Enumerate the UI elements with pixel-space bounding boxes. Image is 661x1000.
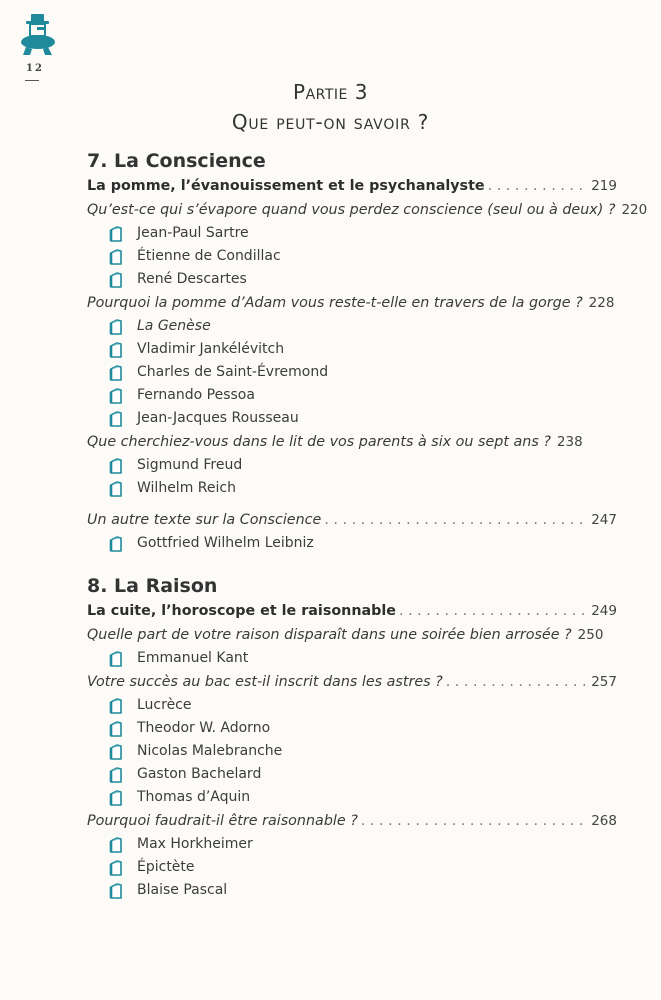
- author-item[interactable]: [109, 315, 617, 338]
- author-item[interactable]: [109, 407, 617, 430]
- page-ref: 228: [588, 295, 615, 311]
- chapter: [87, 148, 648, 555]
- toc-main-entry[interactable]: [87, 174, 617, 198]
- book-icon: [109, 536, 123, 552]
- author-name: Fernando Pessoa: [137, 387, 255, 403]
- chapter: [87, 573, 617, 902]
- author-list: [109, 694, 617, 809]
- chapter-title: 8. La Raison: [87, 575, 218, 597]
- author-name: Vladimir Jankélévitch: [137, 341, 285, 357]
- page-ref: 268: [591, 813, 617, 829]
- page-ref: 238: [556, 434, 583, 450]
- toc-question-entry[interactable]: [87, 809, 617, 833]
- entry-label: Pourquoi faudrait-il être raisonnable ?: [87, 813, 358, 829]
- author-item[interactable]: [109, 532, 617, 555]
- page-ref: 257: [591, 674, 617, 690]
- author-list: [109, 833, 617, 902]
- toc-question-entry[interactable]: [87, 623, 617, 647]
- dot-leader: [446, 670, 589, 694]
- author-item[interactable]: [109, 647, 617, 670]
- author-name: René Descartes: [137, 271, 247, 287]
- author-name: Nicolas Malebranche: [137, 743, 283, 759]
- detective-mascot-icon: [18, 12, 58, 58]
- author-item[interactable]: [109, 361, 617, 384]
- page-ref: 247: [591, 512, 617, 528]
- author-item[interactable]: [109, 384, 617, 407]
- dot-leader: [399, 599, 588, 623]
- entry-label: Pourquoi la pomme d’Adam vous reste-t-elle en travers de la gorge ?: [87, 295, 583, 311]
- author-item[interactable]: [109, 338, 617, 361]
- author-list: [109, 647, 617, 670]
- toc-question-entry[interactable]: [87, 430, 617, 454]
- part-subtitle: Que peut-on savoir ?: [231, 110, 430, 134]
- book-icon: [109, 458, 123, 474]
- toc-question-entry[interactable]: [87, 508, 617, 532]
- book-icon: [109, 226, 123, 242]
- author-name: Épictète: [137, 859, 195, 875]
- author-item[interactable]: [109, 268, 617, 291]
- book-icon: [109, 651, 123, 667]
- book-icon: [109, 388, 123, 404]
- author-list: [109, 222, 617, 291]
- entry-label: Un autre texte sur la Conscience: [87, 512, 322, 528]
- book-icon: [109, 767, 123, 783]
- author-item[interactable]: [109, 879, 617, 902]
- entry-label: La pomme, l’évanouissement et le psychanalyste: [87, 178, 485, 194]
- author-item[interactable]: [109, 245, 617, 268]
- author-list: [109, 532, 617, 555]
- table-of-contents: [87, 148, 648, 902]
- part-header: [0, 78, 661, 136]
- author-name: Gottfried Wilhelm Leibniz: [137, 535, 314, 551]
- author-name: Thomas d’Aquin: [137, 789, 251, 805]
- toc-question-entry[interactable]: [87, 198, 648, 222]
- dot-leader: [324, 508, 588, 532]
- author-name: Max Horkheimer: [137, 836, 253, 852]
- toc-question-entry[interactable]: [87, 670, 617, 694]
- author-list: [109, 315, 617, 430]
- toc-main-entry[interactable]: [87, 599, 617, 623]
- author-item[interactable]: [109, 454, 617, 477]
- author-item[interactable]: [109, 222, 617, 245]
- part-title: Partie 3: [293, 80, 368, 104]
- author-name: Jean-Jacques Rousseau: [137, 410, 299, 426]
- entry-label: Votre succès au bac est-il inscrit dans les astres ?: [87, 674, 443, 690]
- author-item[interactable]: [109, 717, 617, 740]
- author-name: Blaise Pascal: [137, 882, 228, 898]
- author-list: [109, 454, 617, 500]
- book-icon: [109, 860, 123, 876]
- author-name: La Genèse: [137, 318, 211, 334]
- author-item[interactable]: [109, 833, 617, 856]
- author-name: Sigmund Freud: [137, 457, 243, 473]
- author-item[interactable]: [109, 477, 617, 500]
- entry-label: Qu’est-ce qui s’évapore quand vous perdez conscience (seul ou à deux) ?: [87, 202, 616, 218]
- page-ref: 250: [577, 627, 604, 643]
- author-item[interactable]: [109, 694, 617, 717]
- page-number: 12: [26, 63, 44, 74]
- book-icon: [109, 790, 123, 806]
- book-icon: [109, 883, 123, 899]
- book-icon: [109, 744, 123, 760]
- book-icon: [109, 319, 123, 335]
- chapter-title: 7. La Conscience: [87, 150, 266, 172]
- book-icon: [109, 411, 123, 427]
- dot-leader: [361, 809, 588, 833]
- author-name: Lucrèce: [137, 697, 192, 713]
- book-icon: [109, 272, 123, 288]
- page-ref: 220: [621, 202, 648, 218]
- author-name: Charles de Saint-Évremond: [137, 364, 329, 380]
- book-icon: [109, 481, 123, 497]
- author-name: Theodor W. Adorno: [137, 720, 271, 736]
- page-ref: 219: [591, 178, 617, 194]
- author-item[interactable]: [109, 786, 617, 809]
- author-item[interactable]: [109, 856, 617, 879]
- entry-label: Quelle part de votre raison disparaît dans une soirée bien arrosée ?: [87, 627, 572, 643]
- page-ref: 249: [591, 603, 617, 619]
- book-icon: [109, 342, 123, 358]
- book-icon: [109, 721, 123, 737]
- book-icon: [109, 249, 123, 265]
- book-icon: [109, 837, 123, 853]
- book-icon: [109, 698, 123, 714]
- author-item[interactable]: [109, 763, 617, 786]
- author-name: Jean-Paul Sartre: [137, 225, 249, 241]
- author-name: Wilhelm Reich: [137, 480, 236, 496]
- entry-label: La cuite, l’horoscope et le raisonnable: [87, 603, 396, 619]
- author-item[interactable]: [109, 740, 617, 763]
- author-name: Emmanuel Kant: [137, 650, 249, 666]
- book-icon: [109, 365, 123, 381]
- toc-question-entry[interactable]: [87, 291, 617, 315]
- entry-label: Que cherchiez-vous dans le lit de vos parents à six ou sept ans ?: [87, 434, 551, 450]
- author-name: Gaston Bachelard: [137, 766, 262, 782]
- dot-leader: [488, 174, 589, 198]
- author-name: Étienne de Condillac: [137, 248, 281, 264]
